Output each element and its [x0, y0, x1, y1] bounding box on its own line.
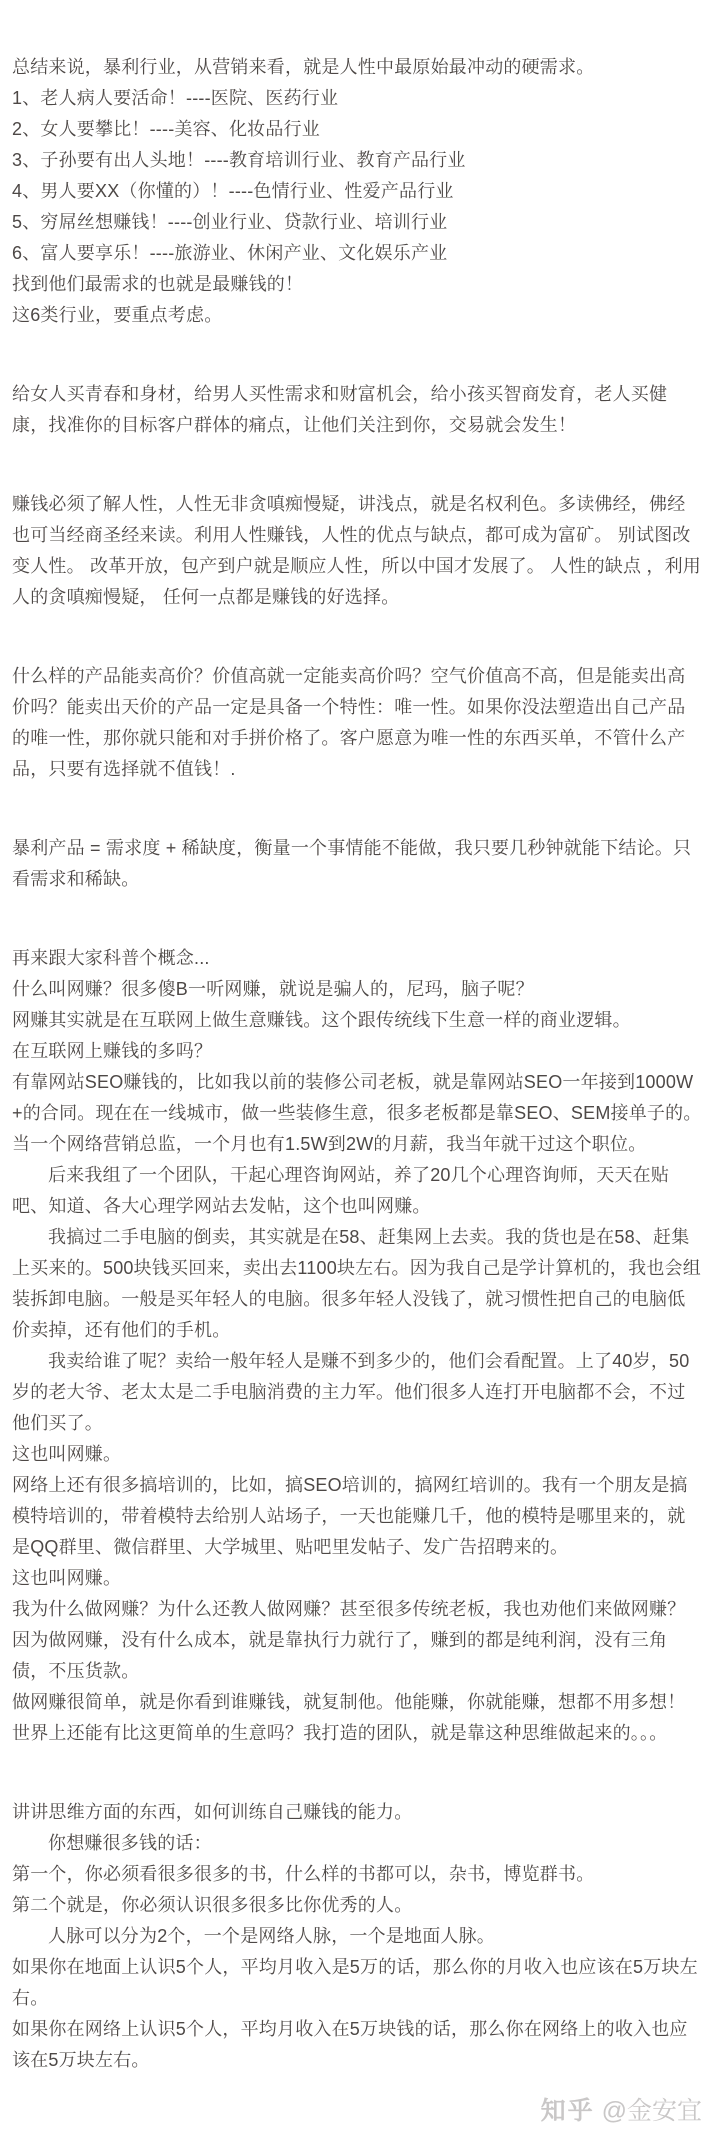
- paragraph: 2、女人要攀比！----美容、化妆品行业: [12, 119, 320, 139]
- paragraph: 这6类行业，要重点考虑。: [12, 305, 223, 325]
- paragraph: 网赚其实就是在互联网上做生意赚钱。这个跟传统线下生意一样的商业逻辑。: [12, 1010, 631, 1030]
- paragraph: 第一个，你必须看很多很多的书，什么样的书都可以，杂书，博览群书。: [12, 1864, 595, 1884]
- paragraph: 3、子孙要有出人头地！----教育培训行业、教育产品行业: [12, 150, 466, 170]
- paragraph: 在互联网上赚钱的多吗？: [12, 1041, 213, 1061]
- paragraph: 因为做网赚，没有什么成本，就是靠执行力就行了，赚到的都是纯利润，没有三角债，不压货款。: [12, 1630, 668, 1681]
- paragraph: 网络上还有很多搞培训的，比如，搞SEO培训的，搞网红培训的。我有一个朋友是搞模特培训的，带着模特去给别人站场子，一天也能赚几千，他的模特是哪里来的，就是QQ群里、微信群里、大学城里、贴吧里发帖子、发广告招聘来的。: [12, 1475, 688, 1557]
- paragraph: 如果你在网络上认识5个人，平均月收入在5万块钱的话，那么你在网络上的收入也应该在5万块左右。: [12, 2019, 688, 2070]
- paragraph: 这也叫网赚。: [12, 1444, 122, 1464]
- paragraph: 总结来说，暴利行业，从营销来看，就是人性中最原始最冲动的硬需求。: [12, 57, 595, 77]
- paragraph: 我为什么做网赚？为什么还教人做网赚？甚至很多传统老板，我也劝他们来做网赚？: [12, 1599, 686, 1619]
- paragraph: 人脉可以分为2个，一个是网络人脉，一个是地面人脉。: [48, 1926, 496, 1946]
- paragraph: 你想赚很多钱的话：: [48, 1833, 212, 1853]
- paragraph: 后来我组了一个团队，干起心理咨询网站，养了20几个心理咨询师，天天在贴吧、知道、各大心理学网站去发帖，这个也叫网赚。: [12, 1165, 670, 1216]
- paragraph: 有靠网站SEO赚钱的，比如我以前的装修公司老板，就是靠网站SEO一年接到1000W+的合同。现在在一线城市，做一些装修生意，很多老板都是靠SEO、SEM接单子的。: [12, 1072, 702, 1123]
- paragraph: 第二个就是，你必须认识很多很多比你优秀的人。: [12, 1895, 413, 1915]
- paragraph: 暴利产品 = 需求度 + 稀缺度，衡量一个事情能不能做，我只要几秒钟就能下结论。只看需求和稀缺。: [12, 838, 692, 889]
- zhihu-watermark: [541, 2096, 702, 2126]
- paragraph: 赚钱必须了解人性，人性无非贪嗔痴慢疑，讲浅点，就是名权利色。多读佛经，佛经也可当经商圣经来读。利用人性赚钱，人性的优点与缺点，都可成为富矿。 别试图改变人性。 改革开放，包产到户就是顺应人性，所以中国才发展了。 人性的缺点 ，利用人的贪嗔痴慢疑， 任何一点都是赚钱的好选择。: [12, 494, 701, 607]
- paragraph: 我卖给谁了呢？卖给一般年轻人是赚不到多少的，他们会看配置。上了40岁，50岁的老大爷、老太太是二手电脑消费的主力军。他们很多人连打开电脑都不会，不过他们买了。: [12, 1351, 690, 1433]
- paragraph: 5、穷屌丝想赚钱！----创业行业、贷款行业、培训行业: [12, 212, 448, 232]
- paragraph: 找到他们最需求的也就是最赚钱的！: [12, 274, 304, 294]
- paragraph: 4、男人要XX（你懂的）！----色情行业、性爱产品行业: [12, 181, 454, 201]
- paragraph: 什么叫网赚？很多傻B一听网赚，就说是骗人的，尼玛，脑子呢？: [12, 979, 534, 999]
- zhihu-logo-text: 知乎: [540, 2097, 595, 2125]
- paragraph: 6、富人要享乐！----旅游业、休闲产业、文化娱乐产业: [12, 243, 448, 263]
- paragraph: 当一个网络营销总监，一个月也有1.5W到2W的月薪，我当年就干过这个职位。: [12, 1134, 647, 1154]
- paragraph: 再来跟大家科普个概念...: [12, 948, 210, 968]
- paragraph: 什么样的产品能卖高价？价值高就一定能卖高价吗？空气价值高不高，但是能卖出高价吗？能卖出天价的产品一定是具备一个特性：唯一性。如果你没法塑造出自己产品的唯一性，那你就只能和对手拼价格了。客户愿意为唯一性的东西买单，不管什么产品，只要有选择就不值钱！.: [12, 666, 686, 779]
- watermark-author: @金安宜: [601, 2097, 702, 2125]
- paragraph: 这也叫网赚。: [12, 1568, 122, 1588]
- paragraph: 做网赚很简单，就是你看到谁赚钱，就复制他。他能赚，你就能赚，想都不用多想！: [12, 1692, 686, 1712]
- paragraph: 我搞过二手电脑的倒卖，其实就是在58、赶集网上去卖。我的货也是在58、赶集上买来的。500块钱买回来，卖出去1100块左右。因为我自己是学计算机的，我也会组装拆卸电脑。一般是买年轻人的电脑。很多年轻人没钱了，就习惯性把自己的电脑低价卖掉，还有他们的手机。: [12, 1227, 701, 1340]
- paragraph: 1、老人病人要活命！----医院、医药行业: [12, 88, 339, 108]
- paragraph: 给女人买青春和身材，给男人买性需求和财富机会，给小孩买智商发育，老人买健康，找准你的目标客户群体的痛点，让他们关注到你，交易就会发生！: [12, 384, 668, 435]
- paragraph: 世界上还能有比这更简单的生意吗？我打造的团队，就是靠这种思维做起来的。。。: [12, 1723, 668, 1743]
- paragraph: 如果你在地面上认识5个人，平均月收入是5万的话，那么你的月收入也应该在5万块左右。: [12, 1957, 698, 2008]
- paragraph: 讲讲思维方面的东西，如何训练自己赚钱的能力。: [12, 1802, 413, 1822]
